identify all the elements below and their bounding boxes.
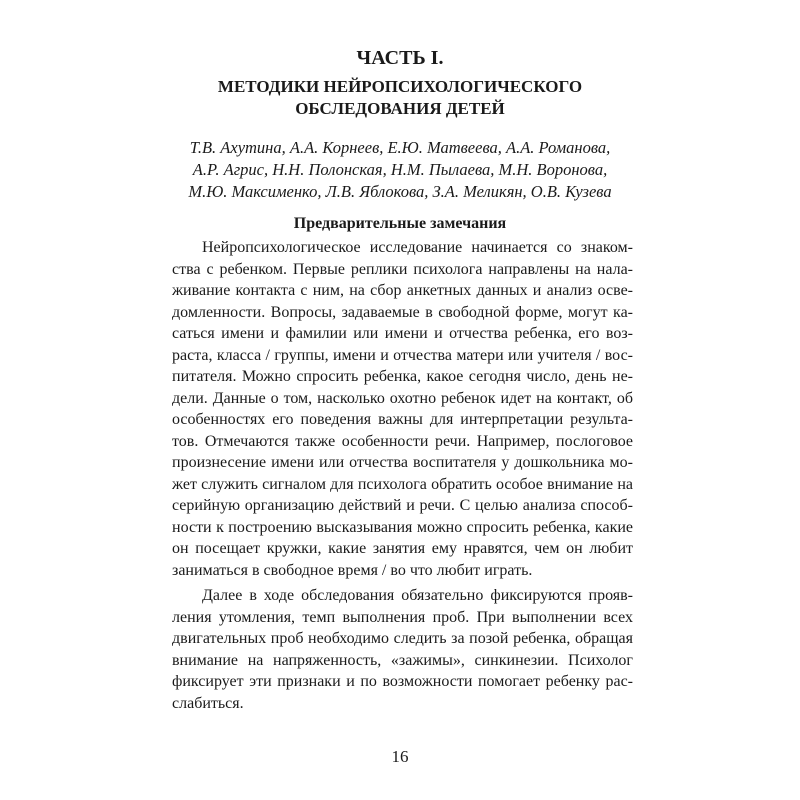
authors-line: Т.В. Ахутина, А.А. Корнеев, Е.Ю. Матвеева, А.А. Романова, xyxy=(189,138,611,157)
text-line: заниматься в свободное время / во что любит играть. xyxy=(172,561,533,579)
body-text xyxy=(172,237,633,714)
text-line: питателя. Можно спросить ребенка, какое сегодня число, день не- xyxy=(172,368,633,385)
text-line: двигательных проб необходимо следить за позой ребенка, обращая xyxy=(172,630,633,647)
text-line: жет служить сигналом для психолога обратить особое внимание на xyxy=(172,475,633,493)
text-line: произнесение имени или отчества воспитателя у дошкольника мо- xyxy=(172,454,633,471)
text-line: дели. Данные о том, насколько охотно ребенок идет на контакт, об xyxy=(172,389,633,407)
text-line: живание контакта с ним, на сбор анкетных данных и анализ осве- xyxy=(172,282,633,299)
text-line: ства с ребенком. Первые реплики психолога направлены на нала- xyxy=(172,260,633,278)
text-line: фиксирует эти признаки и по возможности помогает ребенку рас- xyxy=(172,673,633,690)
text-line: слабиться. xyxy=(172,694,244,712)
text-line: саться имени и фамилии или имени и отчества ребенка, его воз- xyxy=(172,325,633,342)
chapter-title xyxy=(0,76,800,120)
authors-line: А.Р. Агрис, Н.Н. Полонская, Н.М. Пылаева, М.Н. Воронова, xyxy=(192,160,608,179)
paragraph-2 xyxy=(172,585,633,714)
chapter-title-line: МЕТОДИКИ НЕЙРОПСИХОЛОГИЧЕСКОГО xyxy=(217,77,583,96)
text-line: Нейропсихологическое исследование начинается со знаком- xyxy=(202,239,633,256)
section-heading: Предварительные замечания xyxy=(293,215,507,232)
text-line: ности к построению высказывания можно спросить ребенка, какие xyxy=(172,518,633,536)
text-line: он посещает кружки, какие занятия ему нравятся, чем он любит xyxy=(172,540,633,557)
text-line: тов. Отмечаются также особенности речи. Например, послоговое xyxy=(172,432,633,450)
text-line: домленности. Вопросы, задаваемые в свободной форме, могут ка- xyxy=(172,303,633,321)
part-title: ЧАСТЬ I. xyxy=(356,47,444,69)
text-line: серийную организацию действий и речи. С целью анализа способ- xyxy=(172,497,633,514)
authors-line: М.Ю. Максименко, Л.В. Яблокова, З.А. Меликян, О.В. Кузева xyxy=(188,182,612,201)
text-line: особенностях его поведения важны для интерпретации результа- xyxy=(172,411,633,428)
text-line: внимание на напряженность, «зажимы», синкинезии. Психолог xyxy=(172,651,633,669)
paragraph-1 xyxy=(172,237,633,581)
text-line: Далее в ходе обследования обязательно фиксируются прояв- xyxy=(202,587,633,604)
chapter-title-line: ОБСЛЕДОВАНИЯ ДЕТЕЙ xyxy=(295,99,505,118)
text-line: раста, класса / группы, имени и отчества матери или учителя / вос- xyxy=(172,346,633,364)
authors xyxy=(0,137,800,203)
text-line: ления утомления, темп выполнения проб. При выполнении всех xyxy=(172,608,633,626)
page-number: 16 xyxy=(391,747,409,766)
